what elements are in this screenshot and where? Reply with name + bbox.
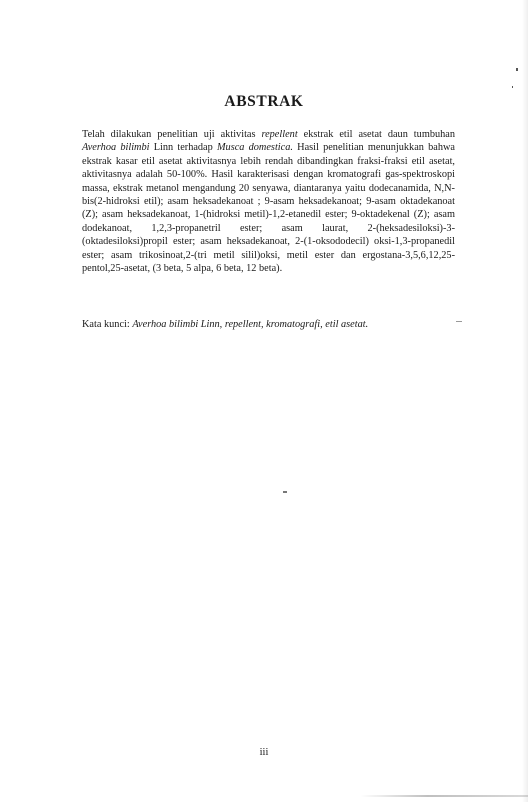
abstract-text-4: Hasil penelitian menunjukkan bahwa ekstrak kasar etil asetat aktivitasnya lebih rendah dibandingkan fraksi-fraksi etil asetat, aktivitasnya adalah 50-100%. Hasil karakterisasi dengan kromatografi gas-spektroskopi massa, ekstrak metanol mengandung 20 senyawa, diantaranya yaitu dodecanamida, N,N-bis(2-hidroksi etil); asam heksadekanoat ; 9-asam heksadekanoat; 9-asam oktadekanoat (Z); asam heksadekanoat, 1-(hidroksi metil)-1,2-etanedil ester; 9-oktadekenal (Z); asam dodekanoat, 1,2,3-propanetril ester; asam laurat, 2-(heksadesiloksi)-3-(oktadesiloksi)propil ester; asam heksadekanoat, 2-(1-oksododecil) oksi-1,3-propanedil ester; asam trikosinoat,2-(tri metil silil)oksi, metil ester dan ergostana-3,5,6,12,25-pentol,25-asetat, (3 beta, 5 alpa, 6 beta, 12 beta).: [82, 142, 455, 275]
abstract-text-1: Telah dilakukan penelitian uji aktivitas: [82, 129, 262, 140]
keywords-label: Kata kunci:: [82, 319, 133, 330]
scan-speck: [283, 491, 287, 493]
scan-shadow-bottom: [360, 795, 528, 797]
abstract-body: [82, 128, 455, 275]
page-number: iii: [259, 747, 269, 758]
keywords-line: [82, 318, 455, 331]
keywords-list: Averhoa bilimbi Linn, repellent, kromatografi, etil asetat.: [132, 319, 369, 330]
abstract-title: ABSTRAK: [224, 93, 304, 110]
scan-speck: [456, 321, 462, 322]
scan-speck: [516, 68, 518, 71]
abstract-text-3: Linn terhadap: [149, 142, 217, 154]
abstract-italic-repellent: repellent: [261, 129, 298, 140]
scan-speck: [512, 86, 513, 88]
abstract-text-2: ekstrak etil asetat daun tumbuhan: [297, 129, 455, 140]
page-edge-shadow: [522, 0, 528, 802]
abstract-italic-species: Averhoa bilimbi: [82, 142, 150, 154]
abstract-italic-musca: Musca domestica.: [216, 142, 293, 154]
